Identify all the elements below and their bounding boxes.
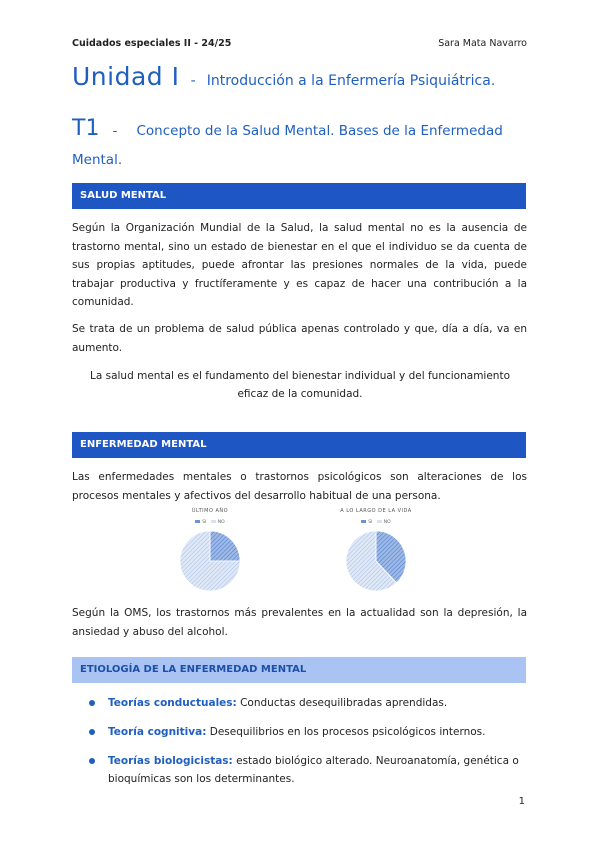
legend-label-no: NO [383, 520, 391, 525]
unit-separator: - [190, 73, 196, 89]
bullet-icon [89, 729, 95, 735]
legend-swatch-no [377, 520, 382, 523]
chart-1-svg [150, 525, 270, 595]
list-item [86, 694, 526, 712]
chart-2-title: A LO LARGO DE LA VIDA [340, 508, 412, 514]
legend-swatch-si [361, 520, 366, 523]
topic-title [72, 115, 527, 174]
header-course: Cuidados especiales II - 24/25 [72, 38, 232, 49]
legend-swatch-si [195, 520, 200, 523]
list-item-term: Teorías conductuales: [108, 697, 237, 709]
bullet-icon [89, 758, 95, 764]
list-item [86, 723, 526, 741]
unit-title [72, 62, 495, 91]
unit-subtitle: Introducción a la Enfermería Psiquiátrica. [206, 73, 496, 89]
list-item-text: Conductas desequilibradas aprendidas. [236, 697, 448, 709]
enfermedad-paragraph-2: Según la OMS, los trastornos más prevalentes en la actualidad son la depresión, la ansiedad y abuso del alcohol. [72, 607, 527, 638]
topic-separator: - [112, 123, 118, 139]
legend-label-no: NO [217, 520, 225, 525]
list-item-term: Teorías biologicistas: [108, 755, 233, 767]
section-salud-mental: SALUD MENTAL [72, 183, 526, 209]
topic-subtitle: Concepto de la Salud Mental. Bases de la Enfermedad Mental. [72, 123, 503, 168]
list-item [86, 752, 526, 788]
section-enfermedad-mental: ENFERMEDAD MENTAL [72, 432, 526, 458]
legend-label-si: SI [202, 520, 207, 525]
salud-paragraph-2: Se trata de un problema de salud pública apenas controlado y que, día a día, va en aumento. [72, 323, 527, 354]
salud-quote: La salud mental es el fundamento del bienestar individual y del funcionamiento eficaz de la comunidad. [89, 370, 510, 400]
header-author: Sara Mata Navarro [438, 38, 527, 49]
chart-a-lo-largo-vida [316, 508, 436, 595]
list-item-term: Teoría cognitiva: [108, 726, 207, 738]
list-item-text: estado biológico alterado. Neuroanatomía, genética o bioquímicas son los determinantes. [108, 755, 519, 785]
unit-label: Unidad I [72, 62, 180, 91]
pie-slice-si [210, 531, 240, 561]
chart-ultimo-anio [150, 508, 270, 595]
page-number: 1 [518, 796, 525, 807]
section-etiologia: ETIOLOGÍA DE LA ENFERMEDAD MENTAL [72, 657, 526, 683]
salud-paragraph-1: Según la Organización Mundial de la Salud, la salud mental no es la ausencia de trastorno mental, sino un estado de bienestar en el que el individuo se da cuenta de sus propias aptitudes, puede afrontar las presiones normales de la vida, puede trabajar productiva y fructíferamente y es capaz de hacer una contribución a la comunidad. [72, 222, 527, 308]
legend-label-si: SI [368, 520, 373, 525]
chart-2-svg [316, 525, 436, 595]
topic-label: T1 [72, 116, 100, 141]
list-item-text: Desequilibrios en los procesos psicológicos internos. [206, 726, 486, 738]
legend-swatch-no [211, 520, 216, 523]
bullet-icon [89, 700, 95, 706]
chart-1-title: ÚLTIMO AÑO [191, 508, 229, 514]
etiologia-list [86, 694, 526, 799]
enfermedad-paragraph-1: Las enfermedades mentales o trastornos psicológicos son alteraciones de los procesos mentales y afectivos del desarrollo habitual de una persona. [72, 471, 527, 502]
